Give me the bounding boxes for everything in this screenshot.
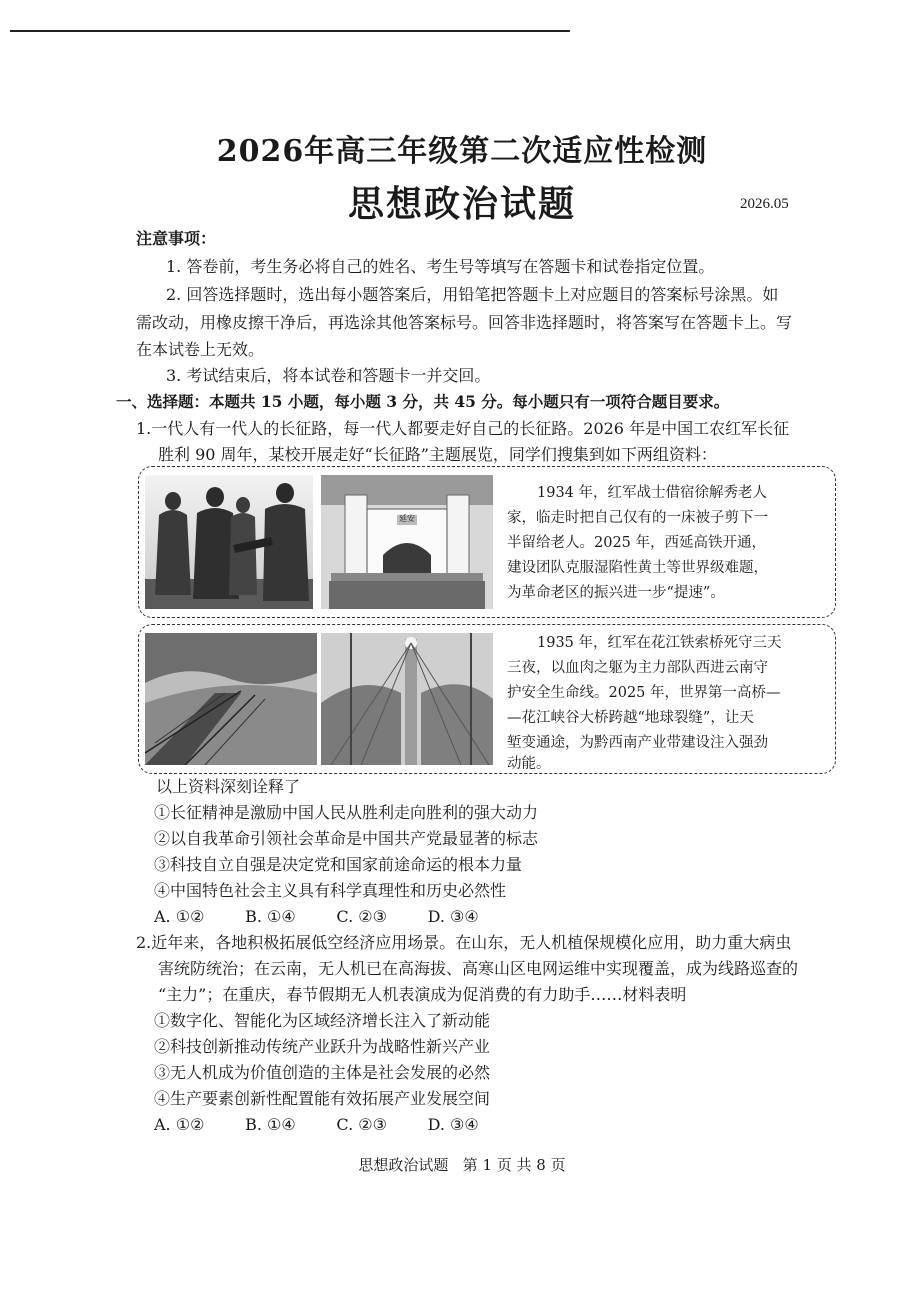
box2-line-4: —花江峡谷大桥跨越“地球裂缝”，让天 [507, 710, 754, 726]
top-rule [10, 30, 570, 32]
q2-option-1: ①数字化、智能化为区域经济增长注入了新动能 [154, 1011, 491, 1030]
box1-line-3: 半留给老人。2025 年，西延高铁开通， [507, 535, 767, 551]
q1-option-1: ①长征精神是激励中国人民从胜利走向胜利的强大动力 [154, 803, 539, 822]
q1-lead: 以上资料深刻诠释了 [156, 777, 301, 796]
q1-option-4: ④中国特色社会主义具有科学真理性和历史必然性 [154, 881, 507, 900]
q1-option-2: ②以自我革命引领社会革命是中国共产党最显著的标志 [154, 829, 539, 848]
box1-line-5: 为革命老区的振兴进一步“提速”。 [507, 585, 725, 601]
notice-item-2-line-1: 2. 回答选择题时，选出每小题答案后，用铅笔把答题卡上对应题目的答案标号涂黑。如 [166, 285, 779, 304]
material-box-1 [138, 466, 836, 618]
q2-option-2: ②科技创新推动传统产业跃升为战略性新兴产业 [154, 1037, 491, 1056]
q2-option-3: ③无人机成为价值创造的主体是社会发展的必然 [154, 1063, 491, 1082]
red-army-statue-photo [145, 475, 313, 609]
notice-item-3: 3. 考试结束后，将本试卷和答题卡一并交回。 [166, 366, 491, 385]
q2-stem-line-1: 2.近年来，各地积极拓展低空经济应用场景。在山东，无人机植保规模化应用，助力重大病虫 [136, 933, 792, 952]
q1-choices: A. ①② B. ①④ C. ②③ D. ③④ [154, 907, 479, 926]
box2-line-5: 堑变通途，为黔西南产业带建设注入强劲 [507, 735, 768, 751]
q1-stem-line-1: 1.一代人有一代人的长征路，每一代人都要走好自己的长征路。2026 年是中国工农红军长征 [136, 419, 790, 438]
box2-line-2: 三夜，以血肉之躯为主力部队西进云南守 [507, 660, 768, 676]
box1-line-1: 1934 年，红军战士借宿徐解秀老人 [537, 485, 768, 501]
q2-stem-line-3: “主力”；在重庆，春节假期无人机表演成为促消费的有力助手……材料表明 [158, 985, 687, 1004]
box2-line-3: 护安全生命线。2025 年，世界第一高桥— [507, 685, 781, 701]
notice-item-2-line-3: 在本试卷上无效。 [136, 340, 265, 359]
material-box-2 [138, 624, 836, 774]
q1-stem-line-2: 胜利 90 周年，某校开展走好“长征路”主题展览，同学们搜集到如下两组资料： [158, 445, 717, 464]
section-heading: 一、选择题：本题共 15 小题，每小题 3 分，共 45 分。每小题只有一项符合题目要求。 [116, 392, 730, 411]
notice-item-1: 1. 答卷前，考生务必将自己的姓名、考生号等填写在答题卡和试卷指定位置。 [166, 257, 715, 276]
page-footer: 思想政治试题 第 1 页 共 8 页 [358, 1156, 566, 1174]
box1-line-2: 家，临走时把自己仅有的一床被子剪下一 [507, 510, 768, 526]
subject-title: 思想政治试题 [347, 183, 576, 225]
huajiang-grand-bridge-photo [321, 633, 493, 765]
q1-option-3: ③科技自立自强是决定党和国家前途命运的根本力量 [154, 855, 523, 874]
notice-item-2-line-2: 需改动，用橡皮擦干净后，再选涂其他答案标号。回答非选择题时，将答案写在答题卡上。写 [136, 313, 793, 332]
box1-line-4: 建设团队克服湿陷性黄土等世界级难题， [507, 560, 768, 576]
q2-stem-line-2: 害统防统治；在云南，无人机已在高海拔、高寒山区电网运维中实现覆盖，成为线路巡查的 [158, 959, 799, 978]
yanan-station-photo [321, 475, 493, 609]
exam-title: 2026年高三年级第二次适应性检测 [216, 134, 708, 169]
iron-chain-bridge-photo [145, 633, 317, 765]
box2-line-1: 1935 年，红军在花江铁索桥死守三天 [537, 635, 782, 651]
q2-choices: A. ①② B. ①④ C. ②③ D. ③④ [154, 1115, 479, 1134]
notice-heading: 注意事项： [136, 229, 217, 248]
exam-date: 2026.05 [740, 196, 789, 212]
box2-line-6: 动能。 [507, 756, 551, 772]
station-sign: 延安 [399, 514, 415, 523]
q2-option-4: ④生产要素创新性配置能有效拓展产业发展空间 [154, 1089, 491, 1108]
